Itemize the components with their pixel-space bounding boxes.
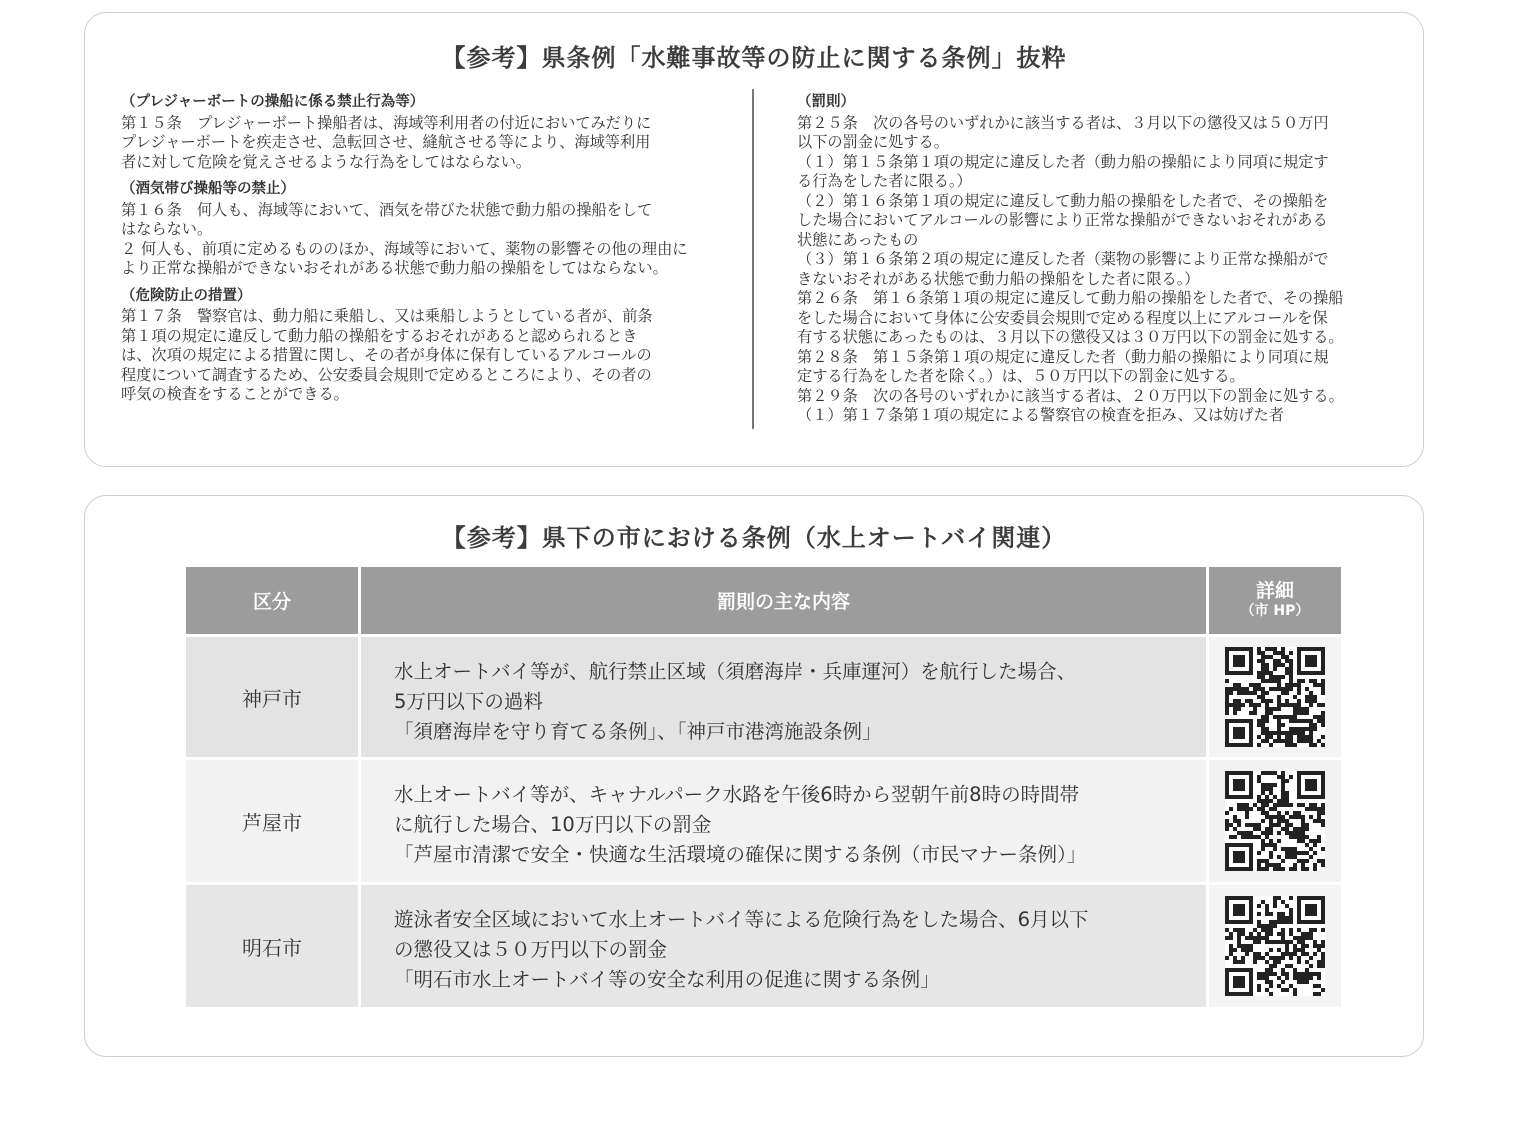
- article-text: 第２５条 次の各号のいずれかに該当する者は、３月以下の懲役又は５０万円 以下の罰金に処する。: [797, 113, 1329, 151]
- section-heading: （危険防止の措置）: [121, 287, 252, 304]
- article-text: 第２６条 第１６条第１項の規定に違反して動力船の操船をした者で、その操船 をした場合において身体に公安委員会規則で定める程度以上にアルコールを保 有する状態にあったものは、３月以下の懲役又は３０万円以下の罰金に処する。: [797, 289, 1344, 346]
- content-line: に航行した場合、10万円以下の罰金: [394, 813, 712, 836]
- penalty-content-cell: [361, 637, 1206, 757]
- panel-title: 【参考】県条例「水難事故等の防止に関する条例」抜粋: [441, 44, 1067, 72]
- content-line: 「芦屋市清潔で安全・快適な生活環境の確保に関する条例（市民マナー条例）」: [394, 843, 1087, 866]
- city-ordinance-panel: [84, 495, 1424, 1057]
- article-text: 第１７条 警察官は、動力船に乗船し、又は乗船しようとしている者が、前条 第１項の規定に違反して動力船の操船をするおそれがあると認められるとき は、次項の規定による措置に関し、その者が身体に保有しているアルコールの 程度について調査するため、公安委員会規則で定めるところにより、その者の 呼気の検査をすることができる。: [121, 307, 653, 403]
- left-column: [121, 93, 721, 405]
- content-line: 5万円以下の過料: [394, 690, 543, 713]
- column-divider: [752, 89, 754, 429]
- content-line: 水上オートバイ等が、キャナルパーク水路を午後6時から翌朝午前8時の時間帯: [394, 783, 1080, 806]
- content-line: 水上オートバイ等が、航行禁止区域（須磨海岸・兵庫運河）を航行した場合、: [394, 660, 1077, 683]
- qr-cell: [1209, 637, 1341, 757]
- penalty-content-cell: [361, 885, 1206, 1007]
- qr-cell: [1209, 760, 1341, 882]
- section-heading: （酒気帯び操船等の禁止）: [121, 181, 295, 197]
- detail-header-sublabel: （市 HP）: [1240, 602, 1310, 619]
- city-cell: 神戸市: [186, 637, 358, 757]
- article-text: 第２９条 次の各号のいずれかに該当する者は、２０万円以下の罰金に処する。: [797, 386, 1344, 405]
- right-column: [797, 93, 1397, 426]
- qr-cell: [1209, 885, 1341, 1007]
- penalty-content-cell: [361, 760, 1206, 882]
- content-line: 「須磨海岸を守り育てる条例」、「神戸市港湾施設条例」: [394, 720, 882, 743]
- qr-code-icon[interactable]: [1225, 647, 1325, 747]
- prefecture-ordinance-panel: [84, 12, 1424, 467]
- article-text: （２）第１６条第１項の規定に違反して動力船の操船をした者で、その操船を した場合においてアルコールの影響により正常な操船ができないおそれがある 状態にあったもの: [797, 191, 1329, 249]
- article-text: （１）第１７条第１項の規定による警察官の検査を拒み、又は妨げた者: [797, 406, 1284, 424]
- city-cell: 芦屋市: [186, 760, 358, 882]
- content-line: 遊泳者安全区域において水上オートバイ等による危険行為をした場合、6月以下: [394, 908, 1089, 931]
- section-heading: （プレジャーボートの操船に係る禁止行為等）: [121, 94, 425, 110]
- column-header-content: 罰則の主な内容: [361, 567, 1206, 634]
- detail-header-label: 詳細: [1255, 579, 1294, 602]
- content-line: の懲役又は５０万円以下の罰金: [394, 938, 668, 961]
- article-text: 第１５条 プレジャーボート操船者は、海域等利用者の付近においてみだりに プレジャーボートを疾走させ、急転回させ、縫航させる等により、海域等利用 者に対して危険を覚えさせるような行為をしてはならない。: [121, 113, 652, 171]
- article-text: 第２８条 第１５条第１項の規定に違反した者（動力船の操船により同項に規 定する行為をした者を除く。）は、５０万円以下の罰金に処する。: [797, 347, 1329, 385]
- article-text: 第１６条 何人も、海域等において、酒気を帯びた状態で動力船の操船をして はならない。: [121, 200, 653, 238]
- section-heading: （罰則）: [797, 94, 855, 110]
- column-header-category: 区分: [186, 567, 358, 634]
- city-cell: 明石市: [186, 885, 358, 1007]
- article-text: （３）第１６条第２項の規定に違反した者（薬物の影響により正常な操船がで きないおそれがある状態で動力船の操船をした者に限る。）: [797, 250, 1329, 288]
- article-text: （１）第１５条第１項の規定に違反した者（動力船の操船により同項に規定す る行為をした者に限る。）: [797, 152, 1329, 190]
- content-line: 「明石市水上オートバイ等の安全な利用の促進に関する条例」: [394, 968, 940, 991]
- qr-code-icon[interactable]: [1225, 896, 1325, 996]
- qr-code-icon[interactable]: [1225, 771, 1325, 871]
- column-header-detail: [1209, 567, 1341, 634]
- article-text: ２ 何人も、前項に定めるもののほか、海域等において、薬物の影響その他の理由に より正常な操船ができないおそれがある状態で動力船の操船をしてはならない。: [121, 239, 688, 277]
- panel-title: 【参考】県下の市における条例（水上オートバイ関連）: [441, 524, 1067, 552]
